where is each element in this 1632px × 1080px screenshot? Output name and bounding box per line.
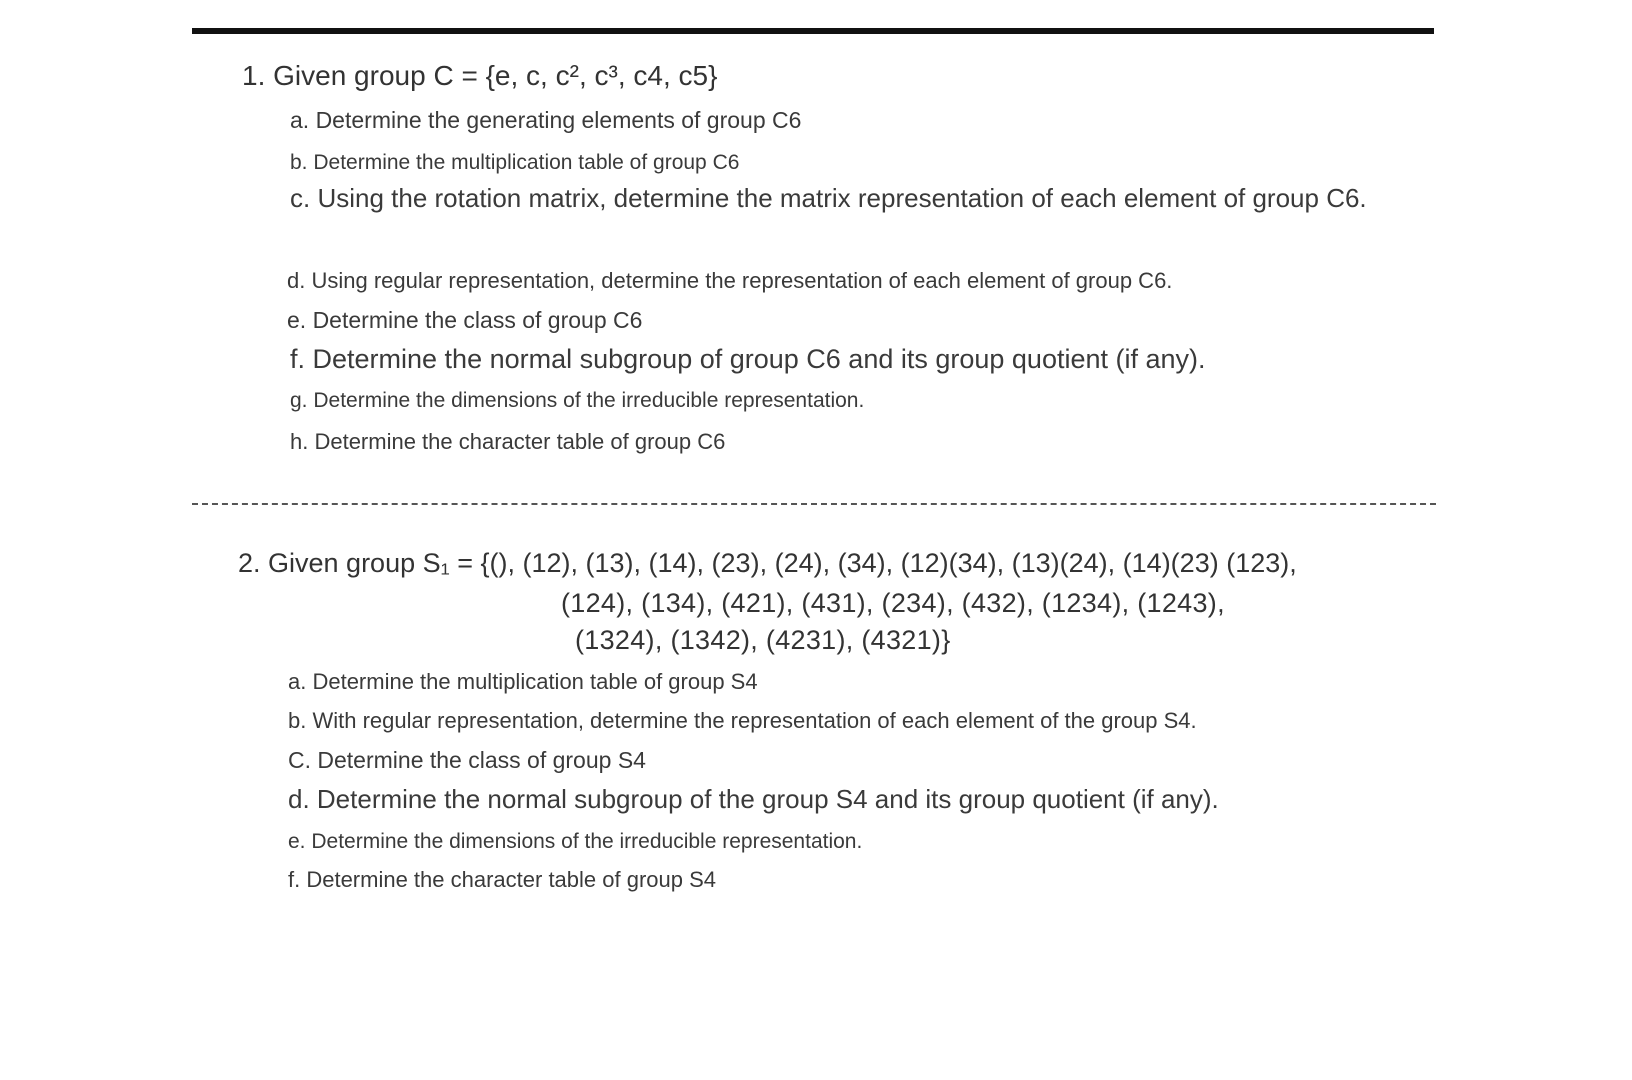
question-2-item-e: e. Determine the dimensions of the irreducible representation. (288, 830, 863, 853)
question-2-heading-continued: (1324), (1342), (4231), (4321)} (575, 625, 951, 655)
question-1-item-g: g. Determine the dimensions of the irreducible representation. (290, 389, 865, 412)
question-2-item-f: f. Determine the character table of group S4 (288, 867, 717, 892)
question-1-item-f: f. Determine the normal subgroup of group C6 and its group quotient (if any). (290, 344, 1206, 374)
top-rule (192, 28, 1434, 34)
question-2-item-a: a. Determine the multiplication table of group S4 (288, 669, 758, 694)
question-1-item-d: d. Using regular representation, determine the representation of each element of group C6. (287, 268, 1173, 293)
section-divider (192, 503, 1436, 505)
question-1-item-c: c. Using the rotation matrix, determine the matrix representation of each element of group C6. (290, 183, 1367, 213)
question-2-heading-continued: (124), (134), (421), (431), (234), (432), (1234), (1243), (561, 588, 1225, 618)
question-1-item-a: a. Determine the generating elements of group C6 (290, 107, 802, 133)
question-1-item-e: e. Determine the class of group C6 (287, 307, 643, 333)
question-2-heading: 2. Given group S₁ = {(), (12), (13), (14), (23), (24), (34), (12)(34), (13)(24), (14)(23) (123), (238, 548, 1297, 578)
question-1-heading: 1. Given group C = {e, c, c², c³, c4, c5} (242, 60, 718, 91)
question-1-item-b: b. Determine the multiplication table of group C6 (290, 151, 740, 174)
question-2-item-d: d. Determine the normal subgroup of the group S4 and its group quotient (if any). (288, 784, 1219, 814)
question-1-item-h: h. Determine the character table of group C6 (290, 429, 726, 454)
question-2-item-b: b. With regular representation, determine the representation of each element of the group S4. (288, 708, 1197, 733)
question-2-item-c: C. Determine the class of group S4 (288, 747, 646, 773)
